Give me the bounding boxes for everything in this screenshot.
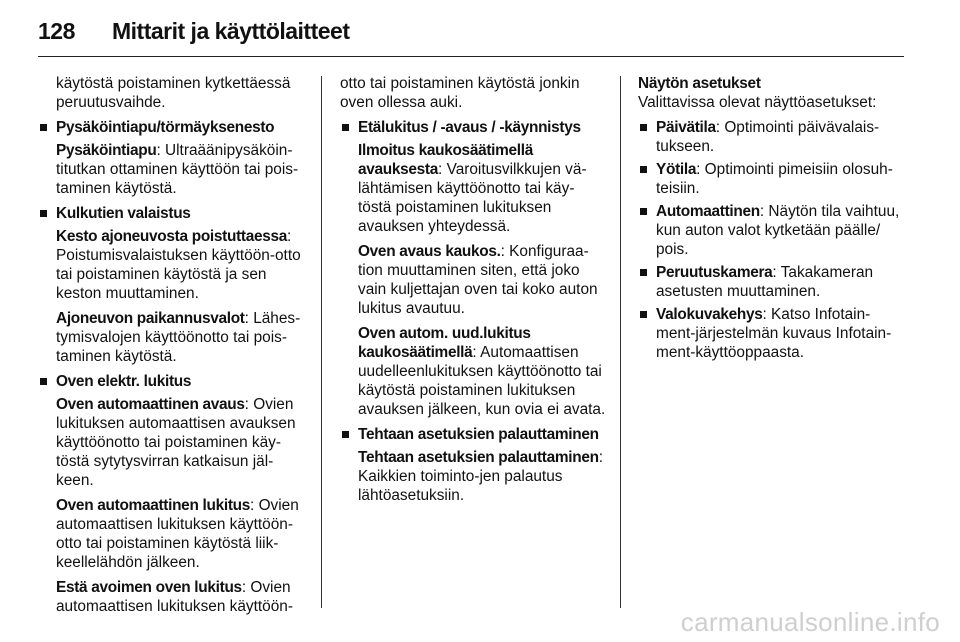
- list-item: Valokuvakehys: Katso Infotain-ment-järjestelmän kuvaus Infotain-ment-käyttöoppaasta.: [638, 305, 906, 362]
- paragraph: Ilmoitus kaukosäätimellä avauksesta: Varoitusvilkkujen vä-lähtämisen käyttöönotto tai käy-töstä poistaminen lukituksen avauksen yhteydessä.: [358, 142, 587, 235]
- section-heading: Näytön asetukset: [638, 75, 761, 92]
- term: Kesto ajoneuvosta poistuttaessa: [56, 228, 288, 245]
- paragraph: Kesto ajoneuvosta poistuttaessa: Poistumisvalaistuksen käyttöön-otto tai poistaminen käytöstä ja sen keston muuttaminen.: [56, 228, 301, 302]
- paragraph: otto tai poistaminen käytöstä jonkin oven ollessa auki.: [340, 75, 580, 111]
- column-divider: [321, 76, 322, 608]
- column-3: [638, 74, 906, 366]
- term: Pysäköintiapu: [56, 142, 157, 159]
- paragraph: Estä avoimen oven lukitus: Ovien automaattisen lukituksen käyttöön-: [56, 579, 293, 615]
- paragraph: Oven automaattinen avaus: Ovien lukituksen automaattisen avauksen käyttöönotto tai poistaminen käy-töstä sytytysvirran katkaisun jäl-keen.: [56, 396, 296, 489]
- paragraph: Oven automaattinen lukitus: Ovien automaattisen lukituksen käyttöön-otto tai poistaminen käytöstä liik-keellelähdön jälkeen.: [56, 497, 299, 571]
- column-divider: [620, 76, 621, 608]
- bullet-heading: Tehtaan asetuksien palauttaminen: [340, 425, 606, 444]
- page-header: [38, 12, 918, 52]
- bullet-heading: Pysäköintiapu/törmäyksenesto: [38, 118, 308, 137]
- bullet-heading: Etälukitus / -avaus / -käynnistys: [340, 118, 606, 137]
- term: Ilmoitus kaukosäätimellä avauksesta: [358, 142, 533, 178]
- header-rule: [38, 56, 904, 57]
- list-item: Päivätila: Optimointi päivävalais-tukseen.: [638, 118, 906, 156]
- bullet-heading: Oven elektr. lukitus: [38, 372, 308, 391]
- list-item: Automaattinen: Näytön tila vaihtuu, kun auton valot kytketään päälle/ pois.: [638, 202, 906, 259]
- term: Ajoneuvon paikannusvalot: [56, 310, 245, 327]
- page-title: Mittarit ja käyttölaitteet: [112, 18, 350, 44]
- paragraph: Oven avaus kaukos.: Konfiguraa-tion muuttaminen siten, että joko vain kuljettajan oven tai koko auton lukitus avautuu.: [358, 243, 598, 317]
- column-1: [38, 74, 308, 622]
- paragraph: Valittavissa olevat näyttöasetukset:: [638, 94, 877, 111]
- bullet-heading: Kulkutien valaistus: [38, 204, 308, 223]
- column-2: [340, 74, 606, 511]
- paragraph: käytöstä poistaminen kytkettäessä peruutusvaihde.: [56, 75, 291, 111]
- term: Oven automaattinen lukitus: [56, 497, 251, 514]
- term: Oven automaattinen avaus: [56, 396, 245, 413]
- list-item: Yötila: Optimointi pimeisiin olosuh-teisiin.: [638, 160, 906, 198]
- term: Tehtaan asetuksien palauttaminen: [358, 449, 599, 466]
- watermark: carmanualsonline.info: [680, 607, 940, 637]
- paragraph: Pysäköintiapu: Ultraäänipysäköin-titutkan ottaminen käyttöön tai pois-taminen käytöstä.: [56, 142, 299, 197]
- term: Oven avaus kaukos.: [358, 243, 501, 260]
- term: Estä avoimen oven lukitus: [56, 579, 242, 596]
- paragraph: Ajoneuvon paikannusvalot: Lähes-tymisvalojen käyttöönotto tai pois-taminen käytöstä.: [56, 310, 301, 365]
- list-item: Peruutuskamera: Takakameran asetusten muuttaminen.: [638, 263, 906, 301]
- page-number: 128: [38, 18, 75, 44]
- term: Oven autom. uud.lukitus kaukosäätimellä: [358, 325, 531, 361]
- paragraph: Oven autom. uud.lukitus kaukosäätimellä: Automaattisen uudelleenlukituksen käyttöönotto tai käytöstä poistaminen lukituksen avauksen jälkeen, kun ovia ei avata.: [358, 325, 606, 418]
- paragraph: Tehtaan asetuksien palauttaminen: Kaikkien toiminto-jen palautus lähtöasetuksiin.: [358, 449, 603, 504]
